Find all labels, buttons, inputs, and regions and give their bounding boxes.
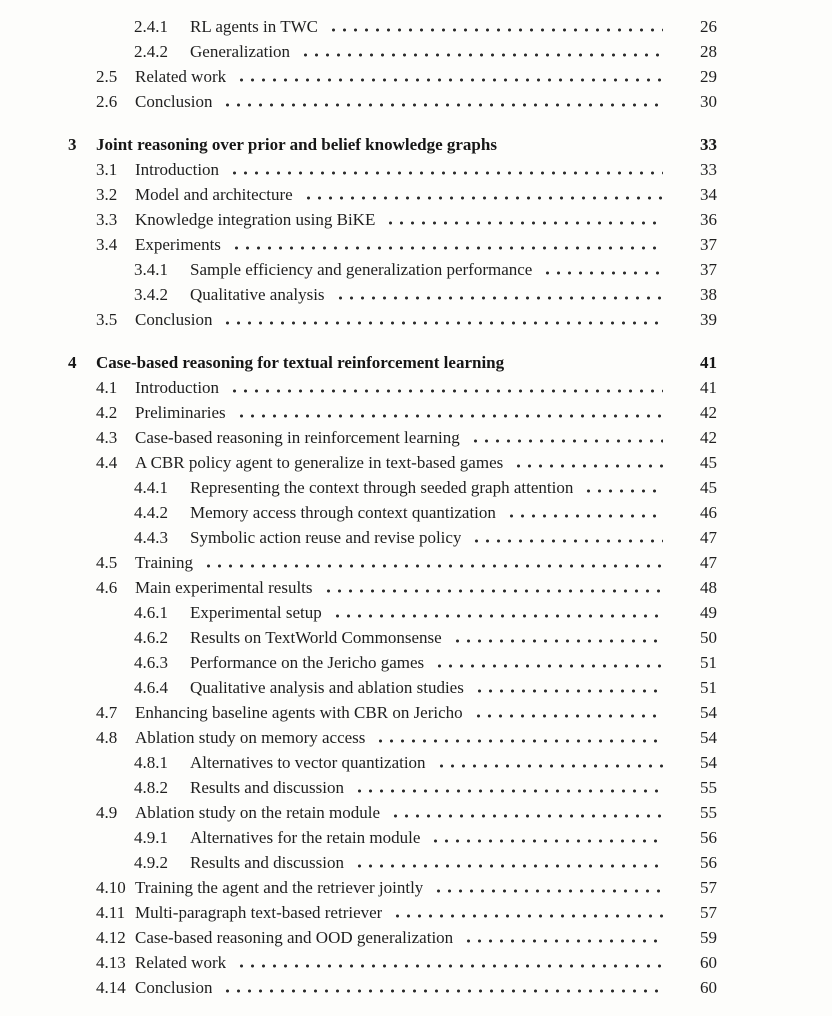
entry-number: 4.9.1 xyxy=(134,828,168,847)
entry-number: 4.6.2 xyxy=(134,628,168,647)
entry-title: Results on TextWorld Commonsense xyxy=(190,628,442,647)
entry-page-number: 54 xyxy=(700,703,717,722)
toc-entry xyxy=(0,625,717,650)
entry-number: 4.8.1 xyxy=(134,753,168,772)
toc-entry xyxy=(0,925,717,950)
leader-dots xyxy=(448,625,663,650)
entry-title: Ablation study on memory access xyxy=(135,728,366,747)
entry-title: Joint reasoning over prior and belief knowledge graphs xyxy=(96,135,497,154)
entry-page-number: 56 xyxy=(700,828,717,847)
toc-entry xyxy=(0,450,717,475)
toc-entry xyxy=(0,875,717,900)
leader-dots xyxy=(388,900,663,925)
toc-entry xyxy=(0,750,717,775)
entry-page-number: 47 xyxy=(700,528,717,547)
entry-title: Preliminaries xyxy=(135,403,226,422)
entry-number: 3.5 xyxy=(96,310,118,329)
entry-number: 4.8.2 xyxy=(134,778,168,797)
entry-page-number: 38 xyxy=(700,285,717,304)
entry-title: Conclusion xyxy=(135,92,213,111)
entry-title: Qualitative analysis xyxy=(190,285,325,304)
leader-dots xyxy=(429,875,663,900)
leader-dots xyxy=(218,975,663,1000)
entry-title: Performance on the Jericho games xyxy=(190,653,425,672)
leader-dots xyxy=(232,950,663,975)
entry-page-number: 42 xyxy=(700,428,717,447)
entry-title: Training the agent and the retriever jointly xyxy=(135,878,424,897)
entry-page-number: 33 xyxy=(700,160,717,179)
entry-title: Conclusion xyxy=(135,978,213,997)
entry-number: 4.5 xyxy=(96,553,118,572)
entry-title: Knowledge integration using BiKE xyxy=(135,210,376,229)
toc-entry xyxy=(0,89,717,114)
leader-dots xyxy=(328,600,663,625)
toc-entry xyxy=(0,850,717,875)
toc-entry xyxy=(0,525,717,550)
entry-number: 3.1 xyxy=(96,160,118,179)
entry-title: Alternatives to vector quantization xyxy=(190,753,426,772)
toc-entry xyxy=(0,132,717,157)
entry-page-number: 29 xyxy=(700,67,717,86)
entry-page-number: 30 xyxy=(700,92,717,111)
entry-page-number: 50 xyxy=(700,628,717,647)
entry-number: 2.4.1 xyxy=(134,17,168,36)
entry-number: 4.6.4 xyxy=(134,678,168,697)
entry-number: 2.5 xyxy=(96,67,118,86)
entry-title: Experimental setup xyxy=(190,603,322,622)
toc-entry xyxy=(0,282,717,307)
toc-entry xyxy=(0,475,717,500)
entry-title: Ablation study on the retain module xyxy=(135,803,381,822)
entry-page-number: 28 xyxy=(700,42,717,61)
toc-entry xyxy=(0,39,717,64)
entry-title: Representing the context through seeded graph attention xyxy=(190,478,574,497)
entry-title: Case-based reasoning for textual reinforcement learning xyxy=(96,353,505,372)
toc-entry xyxy=(0,157,717,182)
entry-number: 4.10 xyxy=(96,878,126,897)
leader-dots xyxy=(227,232,663,257)
leader-dots xyxy=(386,800,663,825)
toc-entry xyxy=(0,350,717,375)
entry-title: Related work xyxy=(135,67,227,86)
entry-number: 4.6.3 xyxy=(134,653,168,672)
entry-title: Symbolic action reuse and revise policy xyxy=(190,528,462,547)
entry-page-number: 41 xyxy=(700,353,717,372)
leader-dots xyxy=(319,575,663,600)
toc-entry xyxy=(0,825,717,850)
leader-dots xyxy=(371,725,663,750)
entry-page-number: 51 xyxy=(700,653,717,672)
leader-dots xyxy=(225,375,663,400)
toc-entry-list xyxy=(0,14,717,1000)
toc-entry xyxy=(0,575,717,600)
entry-title: Introduction xyxy=(135,378,220,397)
entry-number: 4.6 xyxy=(96,578,118,597)
entry-number: 3.4 xyxy=(96,235,118,254)
toc-entry xyxy=(0,550,717,575)
leader-dots xyxy=(381,207,663,232)
toc-entry xyxy=(0,500,717,525)
toc-entry xyxy=(0,725,717,750)
toc-entry xyxy=(0,975,717,1000)
entry-title: Enhancing baseline agents with CBR on Jericho xyxy=(135,703,463,722)
entry-page-number: 48 xyxy=(700,578,717,597)
entry-number: 4.4.2 xyxy=(134,503,168,522)
entry-number: 3.4.1 xyxy=(134,260,168,279)
entry-title: Experiments xyxy=(135,235,221,254)
entry-number: 4.12 xyxy=(96,928,126,947)
toc-entry xyxy=(0,650,717,675)
entry-number: 4 xyxy=(68,353,77,372)
leader-dots xyxy=(459,925,663,950)
toc-entry xyxy=(0,375,717,400)
entry-page-number: 56 xyxy=(700,853,717,872)
entry-page-number: 26 xyxy=(700,17,717,36)
entry-page-number: 59 xyxy=(700,928,717,947)
entry-number: 4.4.1 xyxy=(134,478,168,497)
entry-page-number: 37 xyxy=(700,235,717,254)
entry-page-number: 39 xyxy=(700,310,717,329)
toc-entry xyxy=(0,207,717,232)
toc-entry xyxy=(0,700,717,725)
entry-title: Memory access through context quantization xyxy=(190,503,496,522)
toc-entry xyxy=(0,14,717,39)
entry-number: 3.4.2 xyxy=(134,285,168,304)
entry-number: 4.9 xyxy=(96,803,118,822)
entry-page-number: 47 xyxy=(700,553,717,572)
toc-entry xyxy=(0,950,717,975)
entry-number: 4.8 xyxy=(96,728,118,747)
toc-entry xyxy=(0,400,717,425)
entry-title: Model and architecture xyxy=(135,185,293,204)
entry-page-number: 36 xyxy=(700,210,717,229)
entry-page-number: 51 xyxy=(700,678,717,697)
entry-page-number: 55 xyxy=(700,778,717,797)
toc-entry xyxy=(0,182,717,207)
toc-entry xyxy=(0,600,717,625)
entry-number: 3.3 xyxy=(96,210,118,229)
entry-number: 4.3 xyxy=(96,428,118,447)
entry-title: Multi-paragraph text-based retriever xyxy=(135,903,383,922)
entry-page-number: 33 xyxy=(700,135,717,154)
entry-number: 2.4.2 xyxy=(134,42,168,61)
leader-dots xyxy=(430,650,663,675)
leader-dots xyxy=(469,700,663,725)
entry-number: 4.7 xyxy=(96,703,118,722)
toc-entry xyxy=(0,900,717,925)
entry-number: 3.2 xyxy=(96,185,118,204)
entry-page-number: 45 xyxy=(700,453,717,472)
entry-number: 4.11 xyxy=(96,903,126,922)
toc-entry xyxy=(0,775,717,800)
toc-entry xyxy=(0,64,717,89)
entry-page-number: 37 xyxy=(700,260,717,279)
entry-title: Sample efficiency and generalization performance xyxy=(190,260,533,279)
entry-page-number: 46 xyxy=(700,503,717,522)
leader-dots xyxy=(510,350,663,375)
entry-number: 4.14 xyxy=(96,978,126,997)
leader-dots xyxy=(299,182,663,207)
entry-title: Case-based reasoning and OOD generalization xyxy=(135,928,454,947)
entry-page-number: 57 xyxy=(700,878,717,897)
entry-page-number: 34 xyxy=(700,185,717,204)
leader-dots xyxy=(324,14,663,39)
leader-dots xyxy=(199,550,663,575)
entry-title: RL agents in TWC xyxy=(190,17,318,36)
leader-dots xyxy=(466,425,663,450)
entry-title: Alternatives for the retain module xyxy=(190,828,421,847)
entry-page-number: 45 xyxy=(700,478,717,497)
leader-dots xyxy=(426,825,663,850)
leader-dots xyxy=(432,750,663,775)
entry-number: 4.9.2 xyxy=(134,853,168,872)
leader-dots xyxy=(350,850,663,875)
toc-entry xyxy=(0,800,717,825)
entry-page-number: 49 xyxy=(700,603,717,622)
entry-number: 4.6.1 xyxy=(134,603,168,622)
entry-title: Qualitative analysis and ablation studies xyxy=(190,678,464,697)
leader-dots xyxy=(509,450,663,475)
leader-dots xyxy=(503,132,663,157)
entry-page-number: 55 xyxy=(700,803,717,822)
leader-dots xyxy=(538,257,663,282)
toc-entry xyxy=(0,232,717,257)
entry-number: 4.4.3 xyxy=(134,528,168,547)
toc-entry xyxy=(0,675,717,700)
entry-title: Results and discussion xyxy=(190,778,344,797)
leader-dots xyxy=(218,89,663,114)
entry-number: 4.4 xyxy=(96,453,118,472)
entry-page-number: 42 xyxy=(700,403,717,422)
entry-page-number: 41 xyxy=(700,378,717,397)
toc-entry xyxy=(0,425,717,450)
entry-page-number: 60 xyxy=(700,953,717,972)
entry-title: Introduction xyxy=(135,160,220,179)
entry-title: A CBR policy agent to generalize in text-based games xyxy=(135,453,504,472)
entry-page-number: 57 xyxy=(700,903,717,922)
leader-dots xyxy=(232,400,663,425)
leader-dots xyxy=(467,525,663,550)
leader-dots xyxy=(331,282,663,307)
entry-title: Case-based reasoning in reinforcement learning xyxy=(135,428,460,447)
entry-number: 3 xyxy=(68,135,77,154)
entry-title: Generalization xyxy=(190,42,291,61)
entry-number: 4.1 xyxy=(96,378,118,397)
entry-title: Results and discussion xyxy=(190,853,344,872)
entry-number: 4.2 xyxy=(96,403,118,422)
leader-dots xyxy=(502,500,663,525)
entry-number: 4.13 xyxy=(96,953,126,972)
leader-dots xyxy=(350,775,663,800)
leader-dots xyxy=(470,675,663,700)
entry-page-number: 54 xyxy=(700,753,717,772)
entry-title: Conclusion xyxy=(135,310,213,329)
toc-entry xyxy=(0,257,717,282)
entry-title: Training xyxy=(135,553,193,572)
leader-dots xyxy=(232,64,663,89)
entry-title: Main experimental results xyxy=(135,578,313,597)
entry-number: 2.6 xyxy=(96,92,118,111)
leader-dots xyxy=(218,307,663,332)
leader-dots xyxy=(579,475,663,500)
entry-page-number: 60 xyxy=(700,978,717,997)
entry-title: Related work xyxy=(135,953,227,972)
entry-page-number: 54 xyxy=(700,728,717,747)
leader-dots xyxy=(296,39,663,64)
leader-dots xyxy=(225,157,663,182)
toc-entry xyxy=(0,307,717,332)
